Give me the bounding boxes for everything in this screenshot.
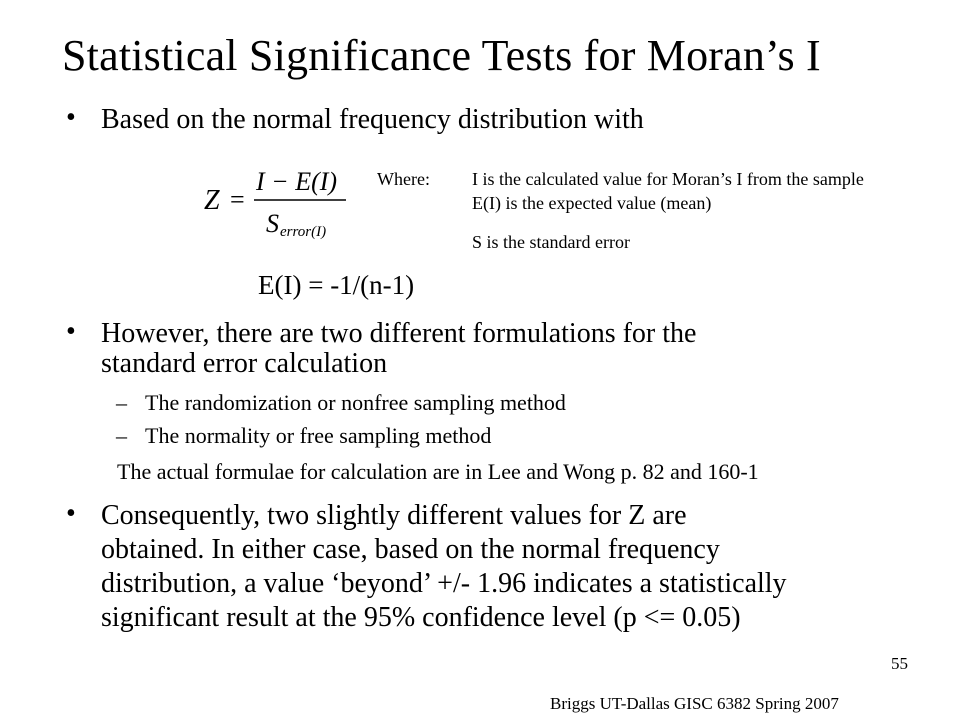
bullet-consequently-line2: obtained. In either case, based on the normal frequency xyxy=(101,534,720,565)
bullet-two-formulations-line1: However, there are two different formulations for the xyxy=(101,318,697,349)
bullet-consequently-line4: significant result at the 95% confidence level (p <= 0.05) xyxy=(101,602,741,633)
bullet-consequently-line1: Consequently, two slightly different values for Z are xyxy=(101,500,687,531)
where-definition-s: S is the standard error xyxy=(472,232,630,252)
bullet-consequently-line3: distribution, a value ‘beyond’ +/- 1.96 indicates a statistically xyxy=(101,568,787,599)
where-label: Where: xyxy=(377,169,430,189)
bullet-marker: • xyxy=(66,102,76,133)
expected-value-formula: E(I) = -1/(n-1) xyxy=(258,270,415,300)
bullet-marker: • xyxy=(66,316,76,347)
bullet-two-formulations-line2: standard error calculation xyxy=(101,348,388,379)
formula-equals: = xyxy=(230,185,245,214)
sub-item-randomization: The randomization or nonfree sampling method xyxy=(145,390,566,415)
formula-denominator-sub: error(I) xyxy=(280,224,327,240)
page-number: 55 xyxy=(891,654,908,673)
bullet-normal-distribution: Based on the normal frequency distribution with xyxy=(101,104,644,135)
sub-bullet-dash: – xyxy=(116,390,127,415)
formula-denominator-s: S xyxy=(266,209,279,238)
formula-numerator: I − E(I) xyxy=(256,167,338,196)
footer-credit: Briggs UT-Dallas GISC 6382 Spring 2007 xyxy=(550,694,839,713)
where-definition-ei: E(I) is the expected value (mean) xyxy=(472,193,712,213)
where-definition-i: I is the calculated value for Moran’s I from the sample xyxy=(472,169,864,189)
slide-title: Statistical Significance Tests for Moran’s I xyxy=(62,31,821,80)
formulae-reference-note: The actual formulae for calculation are in Lee and Wong p. 82 and 160-1 xyxy=(117,459,759,484)
formula-z: Z xyxy=(204,185,220,216)
z-score-formula xyxy=(200,162,360,242)
sub-bullet-dash: – xyxy=(116,423,127,448)
bullet-marker: • xyxy=(66,498,76,529)
sub-item-normality: The normality or free sampling method xyxy=(145,423,492,448)
